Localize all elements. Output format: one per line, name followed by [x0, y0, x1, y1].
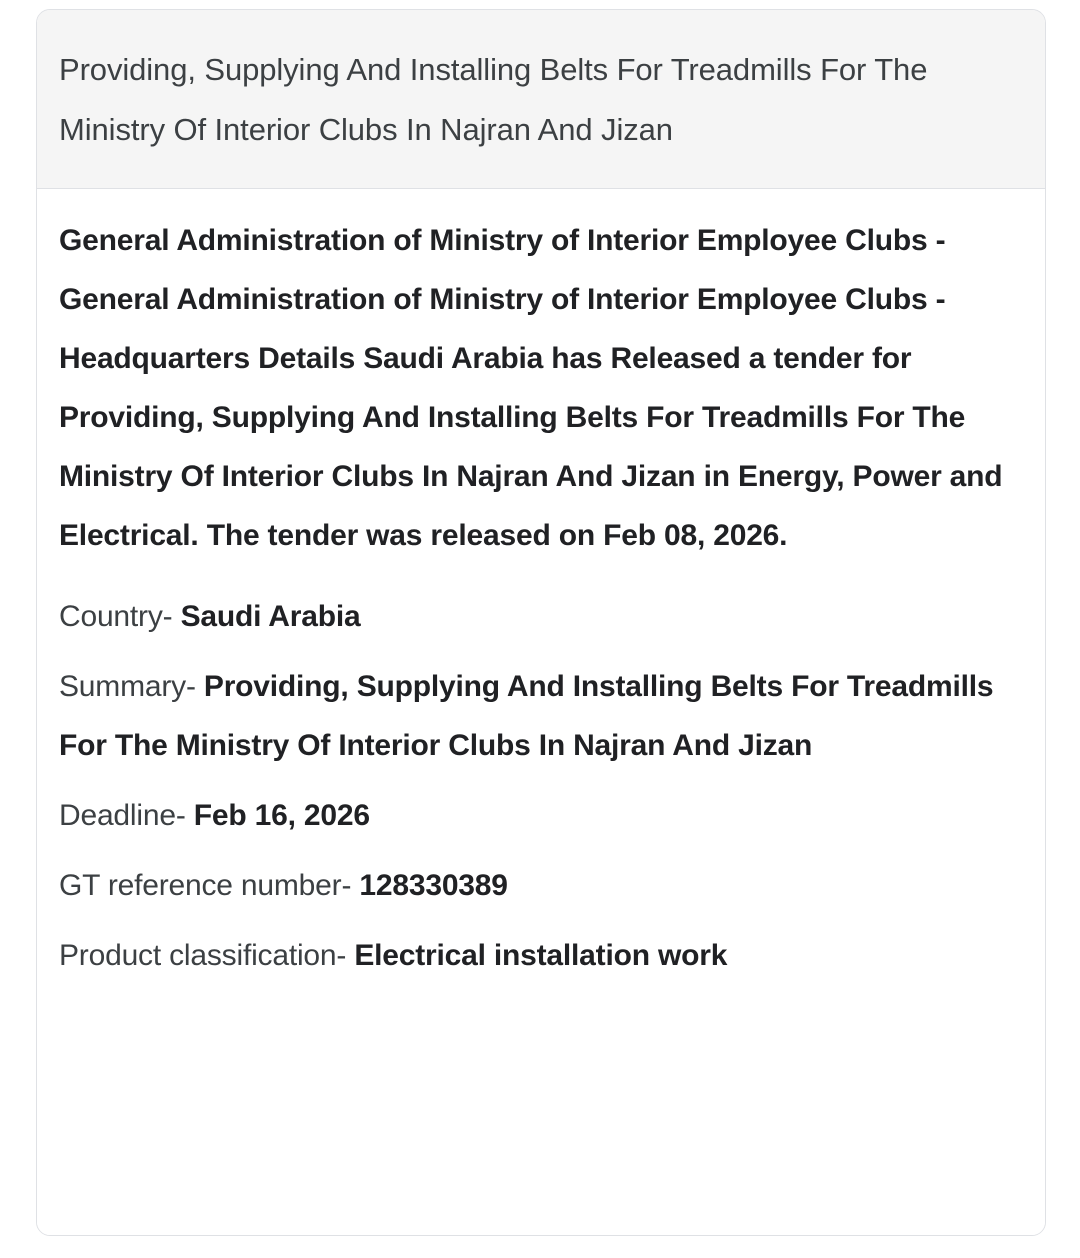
- field-value-country: Saudi Arabia: [180, 600, 361, 633]
- field-separator-gt-reference-number: -: [341, 869, 352, 902]
- field-separator-summary: -: [185, 670, 196, 703]
- field-value-product-classification: Electrical installation work: [354, 939, 728, 972]
- field-row-country: [59, 587, 1023, 646]
- field-separator-product-classification: -: [336, 939, 347, 972]
- field-value-summary: Providing, Supplying And Installing Belts For Treadmills For The Ministry Of Interior Clubs In Najran And Jizan: [59, 670, 994, 762]
- field-label-gt-reference-number: GT reference number: [59, 869, 342, 902]
- intro-organization-text: General Administration of Ministry of Interior Employee Clubs - General Administration of Ministry of Interior Employee Clubs - Headquarters Details Saudi Arabia has Released a tender for: [59, 224, 946, 375]
- tender-title: Providing, Supplying And Installing Belts For Treadmills For The Ministry Of Interior Clubs In Najran And Jizan: [59, 52, 928, 147]
- field-label-country: Country: [59, 600, 163, 633]
- intro-tender-name: Providing, Supplying And Installing Belts For Treadmills For The Ministry Of Interior Clubs In Najran And Jizan: [59, 401, 966, 493]
- field-row-gt-reference-number: [59, 856, 1023, 915]
- field-value-deadline: Feb 16, 2026: [193, 799, 370, 832]
- intro-category-text: in Energy, Power and Electrical. The tender was released on: [59, 460, 1003, 552]
- intro-end-punctuation: .: [779, 519, 788, 552]
- field-separator-country: -: [162, 600, 173, 633]
- card-body: [37, 189, 1045, 1235]
- intro-release-date: Feb 08, 2026: [603, 519, 780, 552]
- field-label-product-classification: Product classification: [59, 939, 337, 972]
- field-separator-deadline: -: [175, 799, 186, 832]
- field-label-summary: Summary: [59, 670, 186, 703]
- field-label-deadline: Deadline: [59, 799, 176, 832]
- field-row-deadline: [59, 786, 1023, 845]
- card-header: [37, 10, 1045, 189]
- field-row-summary: [59, 657, 1023, 775]
- field-value-gt-reference-number: 128330389: [359, 869, 508, 902]
- tender-detail-card: [36, 9, 1046, 1236]
- field-row-product-classification: [59, 926, 1023, 985]
- tender-intro-paragraph: [59, 211, 1023, 565]
